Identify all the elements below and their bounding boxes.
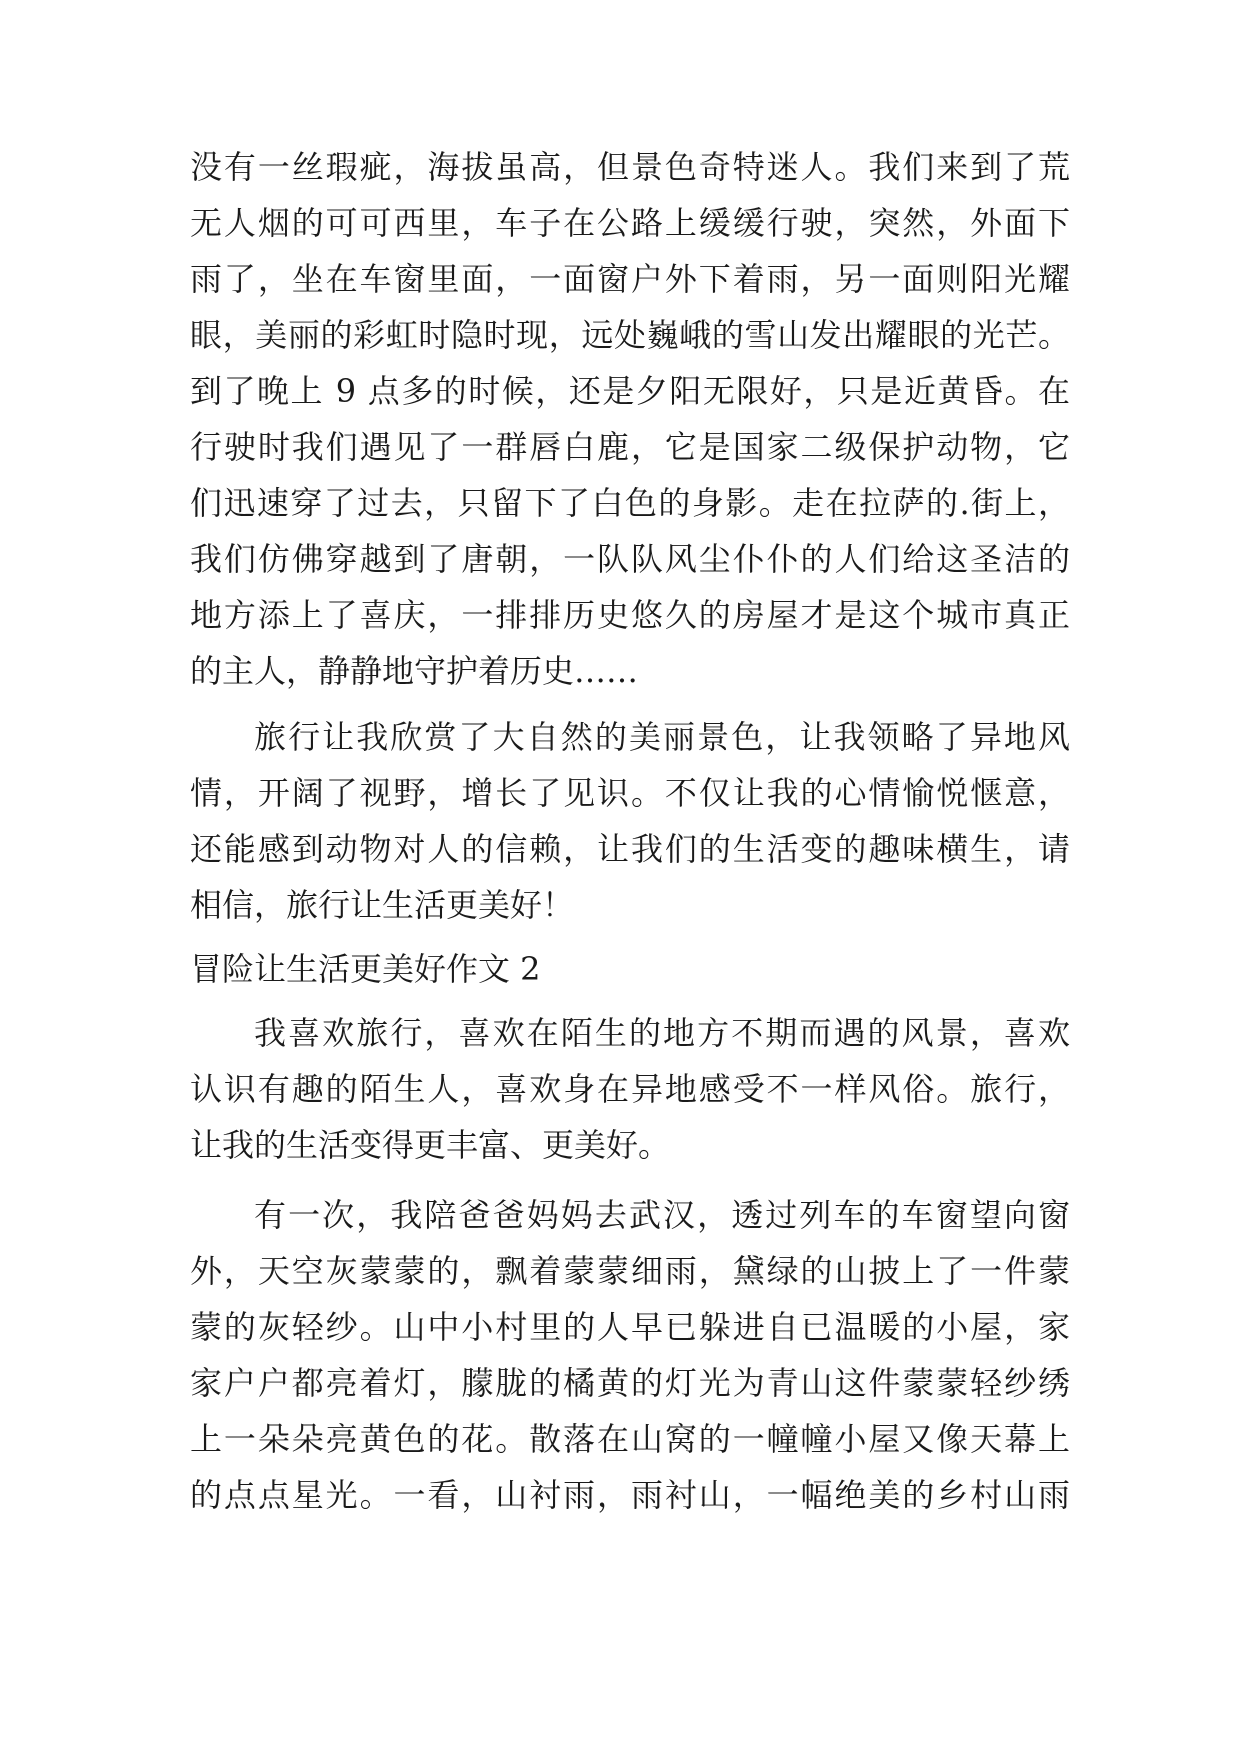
text-line: 上一朵朵亮黄色的花。散落在山窝的一幢幢小屋又像天幕上 — [190, 1420, 1070, 1458]
text-line: 有一次，我陪爸爸妈妈去武汉，透过列车的车窗望向窗 — [254, 1196, 1070, 1234]
text-line: 无人烟的可可西里，车子在公路上缓缓行驶，突然，外面下 — [190, 204, 1070, 242]
text-line: 的点点星光。一看，山衬雨，雨衬山，一幅绝美的乡村山雨 — [190, 1476, 1070, 1514]
text-line: 行驶时我们遇见了一群唇白鹿，它是国家二级保护动物，它 — [190, 428, 1070, 466]
text-line: 我喜欢旅行，喜欢在陌生的地方不期而遇的风景，喜欢 — [254, 1014, 1070, 1052]
text-line: 们迅速穿了过去，只留下了白色的身影。走在拉萨的.街上， — [190, 484, 1070, 522]
text-line: 认识有趣的陌生人，喜欢身在异地感受不一样风俗。旅行， — [190, 1070, 1070, 1108]
text-line: 没有一丝瑕疵，海拔虽高，但景色奇特迷人。我们来到了荒 — [190, 148, 1070, 186]
text-line: 家户户都亮着灯，朦胧的橘黄的灯光为青山这件蒙蒙轻纱绣 — [190, 1364, 1070, 1402]
text-line: 的主人，静静地守护着历史…… — [190, 652, 639, 690]
section-heading: 冒险让生活更美好作文 2 — [190, 950, 541, 988]
text-line: 让我的生活变得更丰富、更美好。 — [190, 1126, 671, 1164]
text-line: 相信，旅行让生活更美好！ — [190, 886, 575, 924]
text-line: 眼，美丽的彩虹时隐时现，远处巍峨的雪山发出耀眼的光芒。 — [190, 316, 1070, 354]
text-line: 旅行让我欣赏了大自然的美丽景色，让我领略了异地风 — [254, 718, 1070, 756]
text-line: 情，开阔了视野，增长了见识。不仅让我的心情愉悦惬意， — [190, 774, 1070, 812]
text-line: 地方添上了喜庆，一排排历史悠久的房屋才是这个城市真正 — [190, 596, 1070, 634]
text-line: 我们仿佛穿越到了唐朝，一队队风尘仆仆的人们给这圣洁的 — [190, 540, 1070, 578]
text-line: 雨了，坐在车窗里面，一面窗户外下着雨，另一面则阳光耀 — [190, 260, 1070, 298]
text-line: 外，天空灰蒙蒙的，飘着蒙蒙细雨，黛绿的山披上了一件蒙 — [190, 1252, 1070, 1290]
text-line: 到了晚上 9 点多的时候，还是夕阳无限好，只是近黄昏。在 — [190, 372, 1070, 410]
text-line: 蒙的灰轻纱。山中小村里的人早已躲进自已温暖的小屋，家 — [190, 1308, 1070, 1346]
text-line: 还能感到动物对人的信赖，让我们的生活变的趣味横生，请 — [190, 830, 1070, 868]
